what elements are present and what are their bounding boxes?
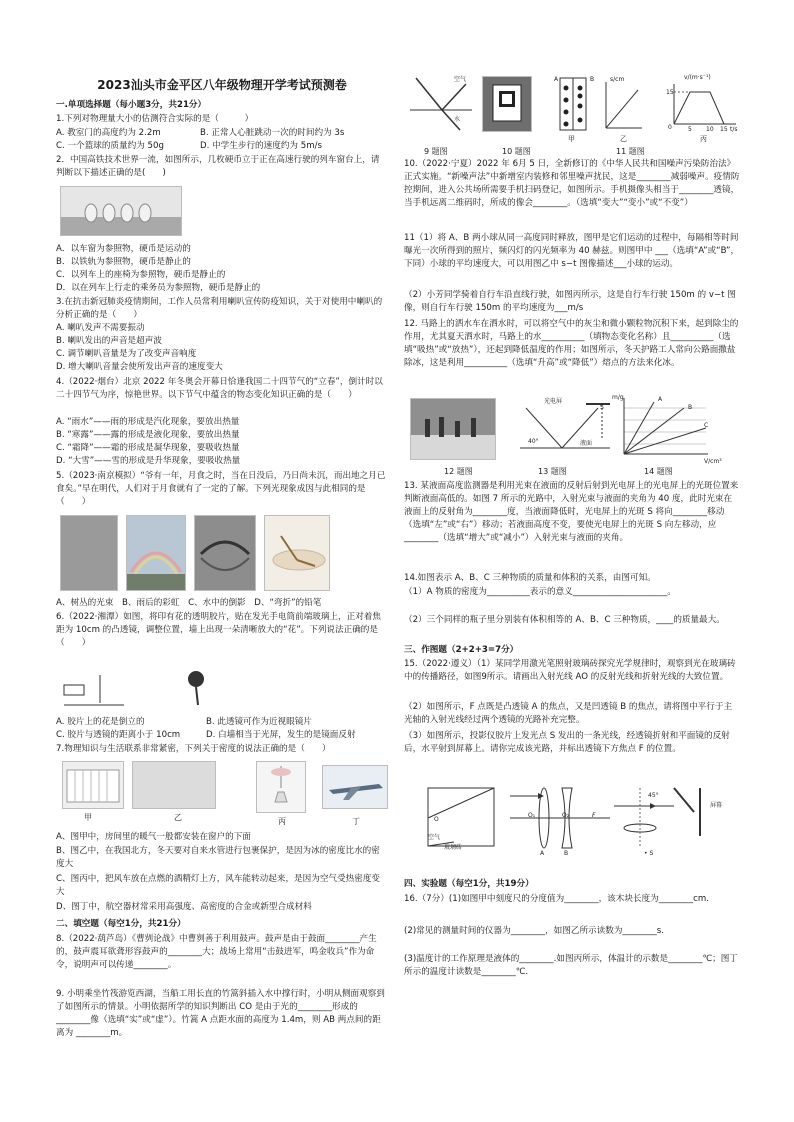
coins-on-train-photo [60,186,182,236]
fig7-caption-bing: 丙 [278,817,286,826]
q7-option-c: C、图丙中，把风车放在点燃的酒精灯上方，风车能转动起来，是因为空气受热密度变大 [56,874,380,897]
q1-option-c: C. 一个篮球的质量约为 50g [56,141,164,151]
fig15-label-glass: 玻璃砖 [444,844,463,851]
windmill-lamp-photo [256,761,306,813]
fig11-label-a: A [554,76,559,83]
rainbow-photo [126,515,186,591]
q7-stem: 7.物理知识与生活联系非常紧密，下列关于密度的说法正确的是（ ） [56,744,331,754]
q7-option-a: A、图甲中，房间里的暖气一般都安装在窗户的下面 [56,832,251,842]
q7-option-b: B、图乙中，在我国北方，冬天要对自来水管进行包裹保护，是因为冰的密度比水的密度大 [56,846,380,869]
q3-stem: 3.在抗击新冠肺炎疫情期间，工作人员常利用喇叭宣传防疫知识，关于对使用中喇叭的分析正确的是（ ） [56,297,383,320]
fig13-screen-label: 光电屏 [544,398,563,405]
fig13-angle-label: 40° [528,438,539,445]
workers-snow-icon [411,399,495,459]
q1-option-a: A. 教室门的高度约为 2.2m [56,128,161,138]
flashlight-icon [60,663,128,713]
radiator-icon [63,762,123,808]
q2-option-d: D．以在列车上行走的乘务员为参照物，硬币是静止的 [56,283,261,293]
q11-part2-text: （2）小芳同学骑着自行车沿直线行驶，如图丙所示，这是自行车行驶 150m 的 v−t 图像，则自行车行驶 150m 的平均速度为___m/s [404,290,736,313]
fig15-label-f: F [592,812,596,819]
q4-option-d: D. “大雪”——雪的形成是升华现象，要吸收热量 [56,456,241,466]
vt-tick-15: 15 [666,89,674,96]
fig15-label-o1: O₁ [528,812,536,819]
vt-tick-5: 5 [688,126,692,133]
rainbow-icon [127,516,185,590]
airplane-photo [322,765,388,809]
q15-part2-text: （2）如图所示，F 点既是凸透镜 A 的焦点，又是凹透镜 B 的焦点，请将图中平行于主光轴的入射光线经过两个透镜的光路补充完整。 [404,702,733,725]
flashlight-lens-diagram [60,663,128,713]
airplane-icon [323,766,387,808]
q16-part3-text: (3)温度计的工作原理是液体的________.如图丙所示，体温计的示数是________℃；图丁所示的温度计读数是________℃. [404,954,738,977]
qr-code-icon [483,77,531,131]
vt-tick-10: 10 [706,126,714,133]
water-pipe-photo [132,761,216,809]
q7-option-d: D、图丁中，航空器材常采用高强度、高密度的合金或新型合成材料 [56,902,312,912]
fig14-caption: 14 题图 [644,467,673,476]
fig15-projector [614,786,706,852]
page-title: 2023汕头市金平区八年级物理开学考试预测卷 [97,78,347,92]
q1-option-b: B. 正常人心脏跳动一次的时间约为 3s [200,128,345,138]
q8-text: 8.（2022·葫芦岛）《曹刿论战》中曹刿善于利用鼓声。鼓声是由于鼓面________产生的，鼓声震耳欲聋形容鼓声的________大；战场上常用“击鼓进军，鸣金收兵”作为命令，说明声可以传递________。 [56,934,377,970]
flower-on-wall-image [176,663,220,709]
fig15-label-air: 空气 [428,834,441,841]
q5-options: A、树丛的光束 B、雨后的彩虹 C、水中的倒影 D、“弯折”的铅笔 [56,598,322,608]
fig13-caption: 13 题图 [538,467,567,476]
q4-stem: 4.（2022·烟台）北京 2022 年冬奥会开幕日恰逢我国二十四节气的“立春”，倒计时以二十四节气为序，惊艳世界。以下节气中蕴含的物态变化知识正确的是（ ） [56,377,383,400]
q4-option-c: C. “霜降”——霜的形成是凝华现象，要吸收热量 [56,443,240,453]
fig7-caption-jia: 甲 [84,813,92,822]
fig15-label-45: 45° [648,792,659,799]
bent-pencil-photo [264,515,330,591]
q5-stem: 5.（2023·南京模拟）“爷有一年，月食之时，当在日没后，乃日尚未沉，而出地之月已食矣。”早在明代，人们对于月食就有了一定的了解。下列光现象成因与此相同的是（ ） [56,471,386,507]
fig10-caption: 10 题图 [502,147,531,156]
q16-text: 16.（7分）(1)如图甲中刻度尺的分度值为________，该木块长度为________cm. [404,894,709,904]
q6-option-a: A. 胶片上的花是倒立的 [56,717,145,727]
fig13-level-monitor-diagram [516,400,612,462]
section-1-heading: 一.单项选择题（每小题3分，共21分） [56,100,207,110]
fig13-liquid-label: 液面 [580,440,593,447]
forest-light-photo [60,515,118,591]
fig12-caption: 12 题图 [444,467,473,476]
vt-unit-label: v/(m·s⁻¹) [684,74,711,81]
fig14-line-c: C [704,422,709,429]
vt-unit-t: t/s [730,126,738,133]
fig7-caption-ding: 丁 [352,817,360,826]
fig11-strobe-photo [558,76,588,132]
fig14-line-b: B [688,404,693,411]
q16-part2-text: (2)常见的测量时间的仪器为________，如图乙所示读数为________s. [404,926,665,936]
q9-text: 9. 小明乘坐竹筏游览西湖，当船工用长直的竹篙斜插入水中撑行时，小明从侧面观察到了如图所示的情景。小明依据所学的知识判断出 CO 是由于光的________形成的________像（选填“实”或“虚”）。竹篙 A 点距水面的高度为 1.4m，则 AB 两点间的距离为 ________m。 [56,989,385,1038]
st-unit-label: s/cm [610,76,625,83]
q10-text: 10.（2022·宁夏）2022 年 6月 5 日，全新修订的《中华人民共和国噪声污染防治法》正式实施。“新噪声法”中新增室内装修和邻里噪声扰民，这是________减弱噪声。疫情防控期间，进入公共场所需要手机扫码登记，如图所示。手机摄像头相当于________透镜，当手机远离二维码时，所成的像会________。（选填“变大”“变小”或“不变”） [404,159,740,208]
fig15-label-screen: 屏幕 [710,802,723,809]
q13-text: 13. 某液面高度监测器是利用光束在液面的反射后射到光电屏上的光电屏上的光斑位置来判断液面高低的。如图 7 所示的光路中，入射光束与液面的夹角为 40 度，此时光束在液面上的反射角为________度，当液面降低时，光电屏上的光斑 S 将向________移动（选填“左”或“右”）移动；若液面高度不变，要使光电屏上的光斑 S 向左移动，应________（选填“增大”或“减小”）入射光束与液面的夹角。 [404,481,739,543]
fig11-vt-graph [666,80,740,132]
section-3-heading: 三、作图题（2+2+3=7分） [404,645,519,655]
q2-option-b: B．以铁轨为参照物，硬币是静止的 [56,257,191,267]
q14-part2-text: （2）三个同样的瓶子里分别装有体积相等的 A、B、C 三种物质，____的质量最大。 [404,615,725,625]
fig14-mass-volume-graph [614,396,710,462]
fig7-caption-yi: 乙 [174,813,182,822]
q3-option-d: D. 增大喇叭音量会使所发出声音的速度变大 [56,362,223,372]
fig15-label-s: • S [644,850,654,857]
q6-option-d: D. 白墙相当于光屏，发生的是镜面反射 [206,730,356,740]
fig11-caption-yi: 乙 [620,135,627,143]
fig12-road-salt-photo [410,398,496,460]
radiator-photo [62,761,124,809]
alcohol-lamp-icon [257,762,305,812]
fig11-st-graph [600,78,644,132]
q2-stem: 2．中国高铁技术世界一流，如图所示，几枚硬币立于正在高速行驶的列车窗台上，请判断以下描述正确的是( ) [56,155,380,178]
section-2-heading: 二、填空题（每空1分，共21分） [56,919,186,929]
q15-text: 15.（2022·遵义）（1）某同学用激光笔照射玻璃砖探究光学规律时，观察到光在玻璃砖中的传播路径，如图9所示。请画出入射光线 AO 的反射光线和折射光线的大致位置。 [404,659,736,682]
bridge-reflection-photo [194,515,256,591]
fig11-caption-bing: 丙 [700,135,707,143]
q3-option-c: C. 调节喇叭音量是为了改变声音响度 [56,349,197,359]
fig9-caption: 9 题图 [424,147,448,156]
coins-illustration [61,187,181,235]
fig9-bamboo-refraction [406,74,476,134]
q4-option-b: B. “寒露”——露的形成是液化现象，要放出热量 [56,430,240,440]
q14-text: 14.如图表示 A、B、C 三种物质的质量和体积的关系，由图可知。 [404,573,656,583]
q6-stem: 6.（2022·湘潭）如图，将印有花的透明胶片，贴在发光手电筒前端玻璃上，正对着焦距为 10cm 的凸透镜，调整位置，墙上出现一朵清晰放大的“花”。下列说法正确的是（ ） [56,612,381,648]
flower-icon [176,663,220,709]
fig11-label-b: B [590,76,595,83]
q2-option-c: C．以列车上的座椅为参照物，硬币是静止的 [56,270,226,280]
q4-option-a: A. “雨水”——雨的形成是汽化现象，要放出热量 [56,417,240,427]
q2-option-a: A．以车窗为参照物，硬币是运动的 [56,244,191,254]
q12-text: 12. 马路上的洒水车在洒水时，可以将空气中的灰尘和微小颗粒物沉积下来，起到除尘的作用，尤其夏天洒水时，马路上的水__________（填物态变化名称）且__________（选填“吸热”或“放热”），还起到降低温度的作用；如图所示，冬天护路工人常向公路面撒盐除冰，这是利用__________（选填“升高”或“降低”）熔点的方法来化冰。 [404,319,739,368]
bowl-pencil-icon [265,516,329,590]
vt-tick-0: 0 [668,124,672,131]
q6-option-b: B. 此透镜可作为近视眼镜片 [206,717,312,727]
fig13-spot-label: S [600,404,604,411]
q11-text: 11（1）将 A、B 两小球从同一高度同时释放，图甲是它们运动的过程中，每隔相等时间曝光一次所得到的照片，频闪灯的闪光频率为 40 赫兹。则图甲中 ___（选填“A”或“B”，下同）小球的平均速度大，可以用图乙中 s−t 图像描述___小球的运动。 [404,233,740,269]
vt-tick-15x: 15 [720,126,728,133]
fig9-label-air: 空气 [454,76,467,83]
q1-stem: 1.下列对物理量大小的估测符合实际的是（ ） [56,114,254,124]
fig15-label-o: O [434,816,439,823]
fig9-label-water: 水 [454,116,461,123]
q1-option-d: D. 中学生步行的速度约为 5m/s [200,141,322,151]
q3-option-b: B. 喇叭发出的声音是超声波 [56,336,162,346]
q6-option-c: C. 胶片与透镜的距离小于 10cm [56,730,181,740]
q15-part3-text: （3）如图所示，投影仪胶片上发光点 S 发出的一条光线，经透镜折射和平面镜的反射后，水平射到屏幕上。请你完成该光路，并标出透镜下方焦点 F 的位置。 [404,731,730,754]
q14-part1-text: （1）A 物质的密度为__________表示的意义______________________。 [404,587,676,597]
fig15-label-lens-a: A [540,850,545,857]
fig15-label-o2: O₂ [562,812,570,819]
fig10-qr-phone-photo [482,76,532,132]
fig14-v-unit: V/cm³ [704,458,722,465]
section-4-heading: 四、实验题（每空1分，共19分） [404,879,534,889]
q3-option-a: A. 喇叭发声不需要振动 [56,323,145,333]
bridge-icon [195,516,255,590]
fig11-caption: 11 题图 [616,147,645,156]
fig14-line-a: A [658,396,663,403]
fig15-label-lens-b: B [564,850,569,857]
fig15-lens-system [510,784,610,858]
fig11-caption-jia: 甲 [568,135,575,143]
fig14-m-unit: m/g [612,394,624,401]
